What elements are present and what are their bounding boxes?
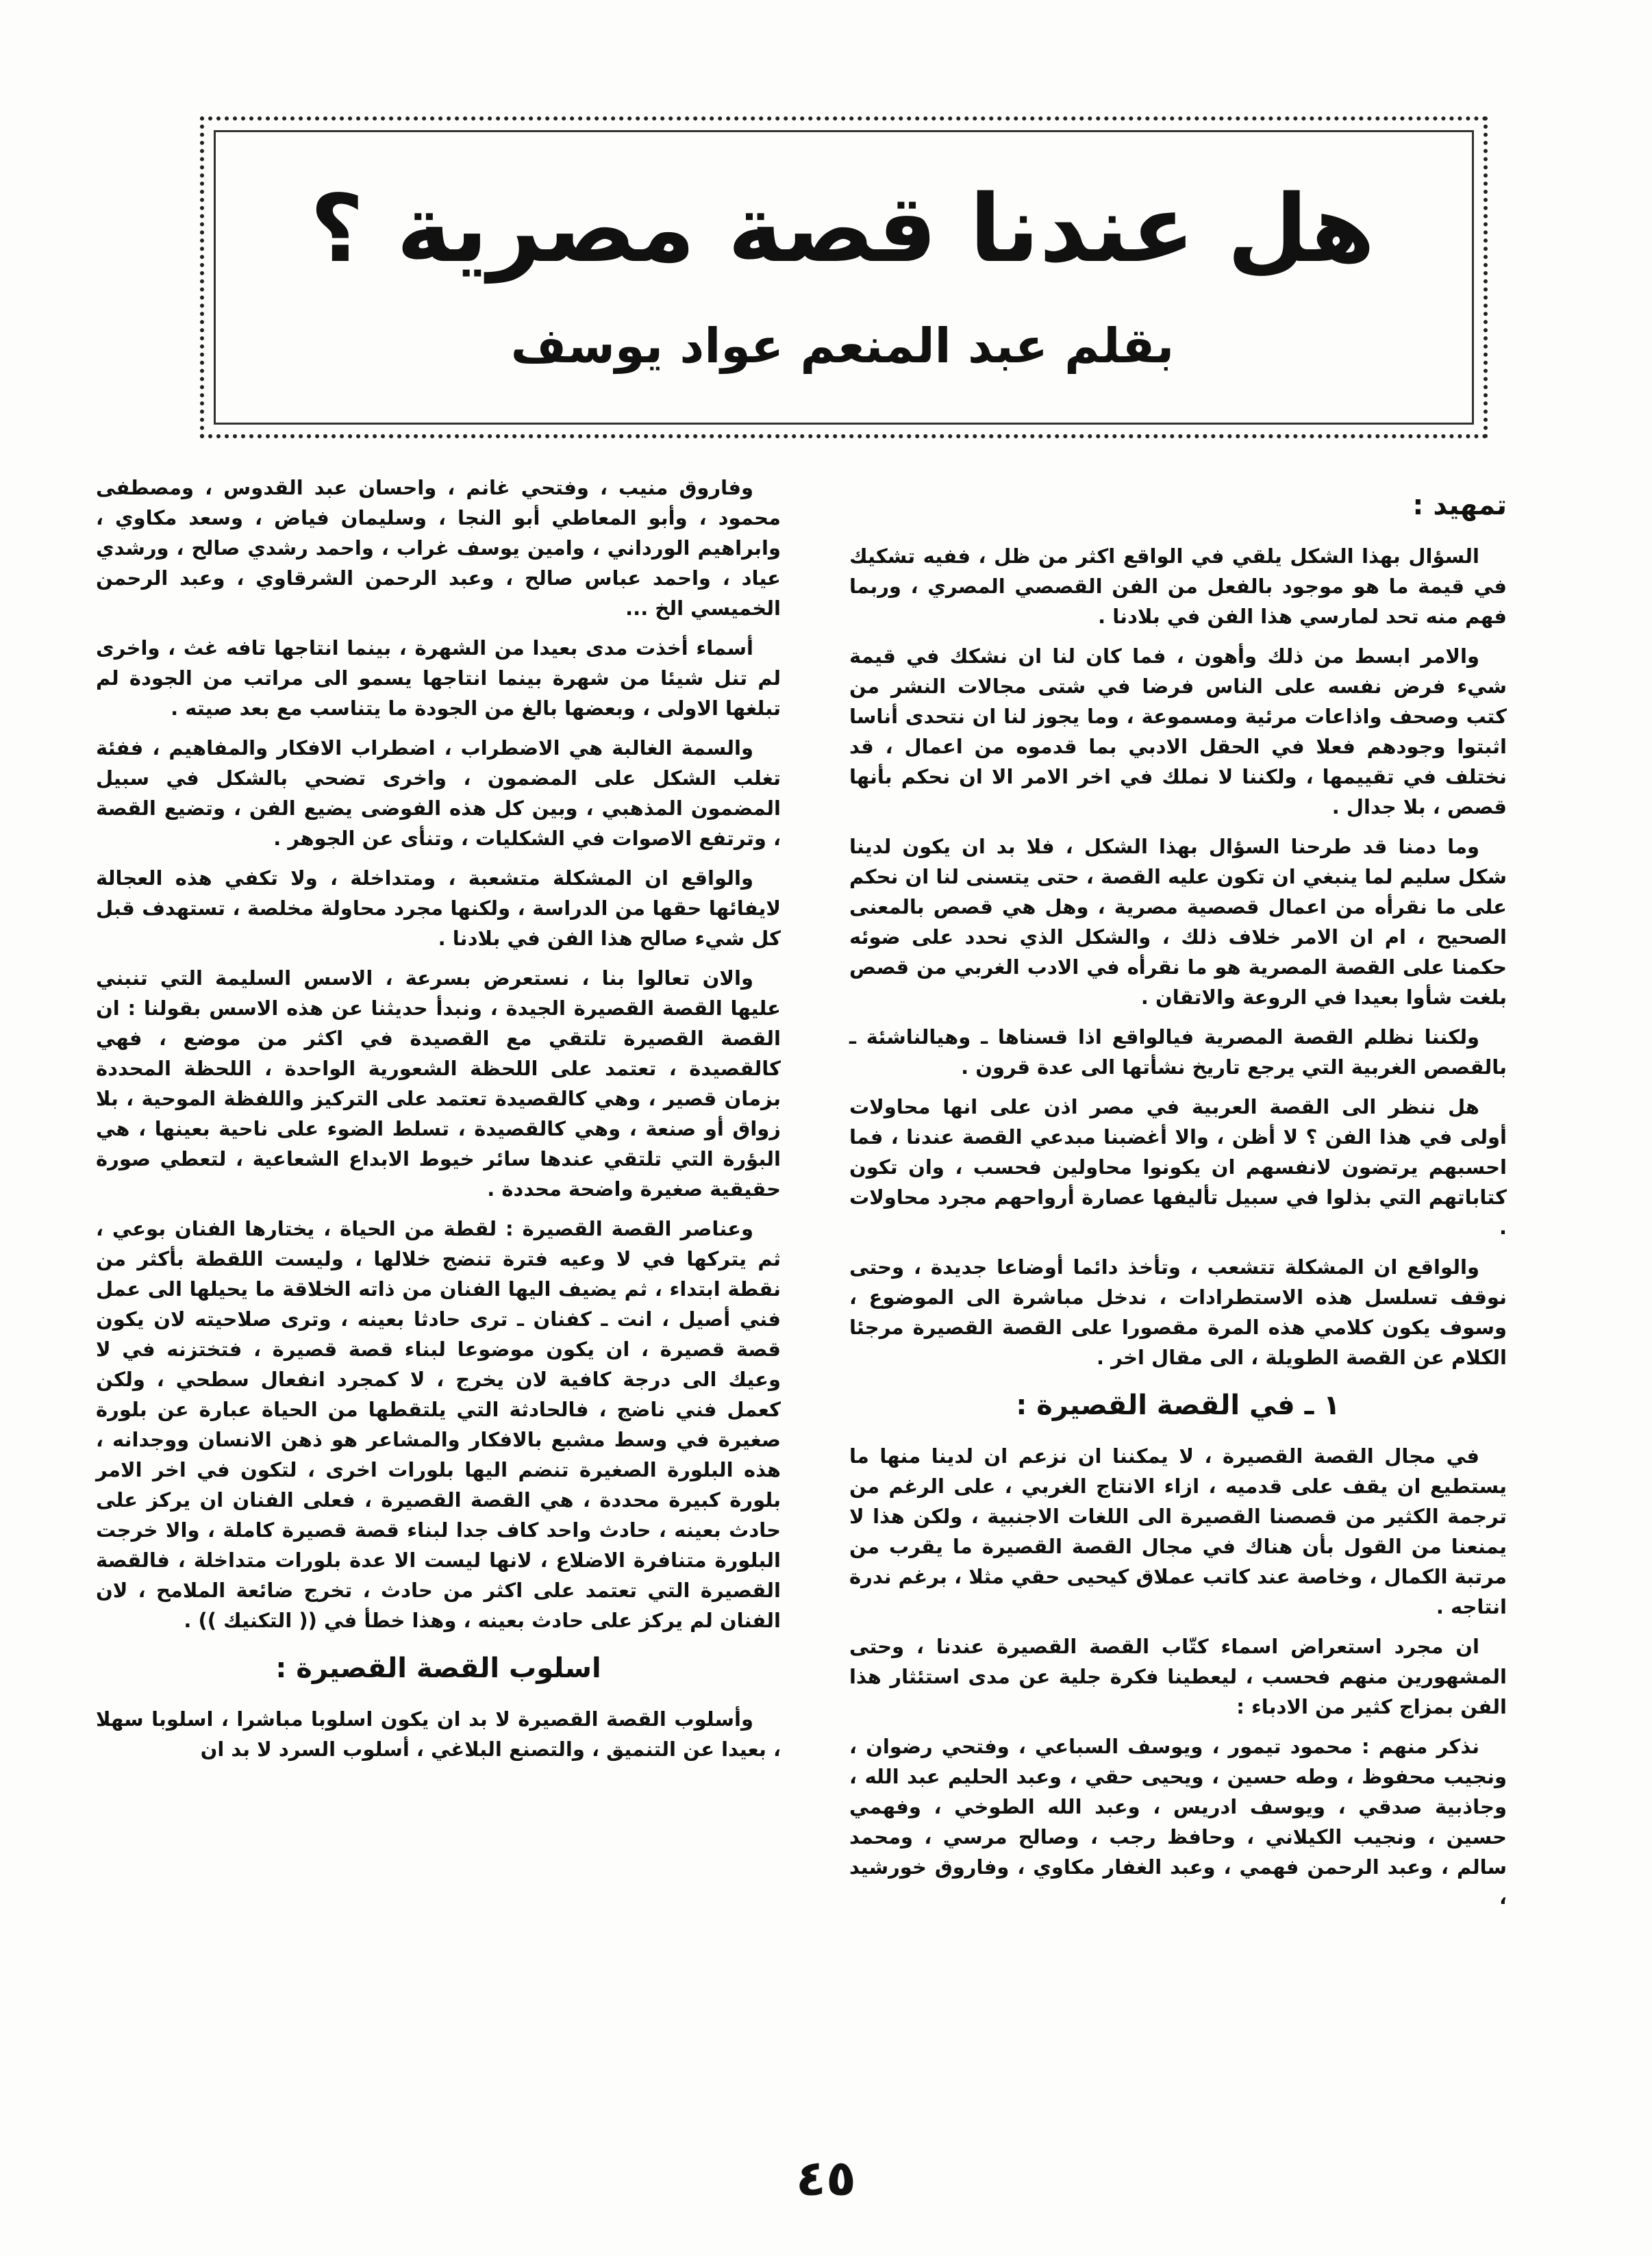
paragraph: والواقع ان المشكلة تتشعب ، وتأخذ دائما أوضاعا جديدة ، وحتى نوقف تسلسل هذه الاستطرادات ، ندخل مباشرة الى الموضوع ، وسوف يكون كلامي هذه المرة مقصورا على القصة القصيرة مرجئا الكلام عن القصة الطويلة ، الى مقال اخر . xyxy=(849,1255,1507,1369)
paragraph: نذكر منهم : محمود تيمور ، ويوسف السباعي ، وفتحي رضوان ، ونجيب محفوظ ، وطه حسين ، ويحيى حقي ، وعبد الحليم عبد الله ، وجاذبية صدقي ، ويوسف ادريس ، وعبد الله الطوخي ، وفهمي حسين ، ونجيب الكيلاني ، وحافظ رجب ، وصالح مرسي ، ومحمد سالم ، وعبد الرحمن فهمي ، وعبد الغفار مكاوي ، وفاروق خورشيد ، xyxy=(849,1735,1507,1909)
page-number: ٤٥ xyxy=(796,2149,856,2207)
paragraph: والواقع ان المشكلة متشعبة ، ومتداخلة ، ولا تكفي هذه العجالة لايفائها حقها من الدراسة ، ولكنها مجرد محاولة مخلصة ، تستهدف قبل كل شيء صالح هذا الفن في بلادنا . xyxy=(96,866,781,950)
paragraph: والان تعالوا بنا ، نستعرض بسرعة ، الاسس السليمة التي تنبني عليها القصة القصيرة الجيدة ، ونبدأ حديثنا عن هذه الاسس بقولنا : ان القصة القصيرة تلتقي مع القصيدة في اكثر من موضع ، فهي كالقصيدة ، تعتمد على اللحظة الشعورية الواحدة ، اللحظة المحددة بزمان قصير ، وهي كالقصيدة تعتمد على التركيز واللفظة الموحية ، بلا زواق أو صنعة ، وهي كالقصيدة ، تسلط الضوء على ناحية بعينها ، هي البؤرة التي تلتقي عندها سائر خيوط الابداع الشعاعية ، لتعطي صورة حقيقية صغيرة واضحة محددة . xyxy=(96,966,781,1201)
author-byline: بقلم عبد المنعم عواد يوسف xyxy=(510,318,1175,374)
paragraph: أسماء أخذت مدى بعيدا من الشهرة ، بينما انتاجها تافه غث ، واخرى لم تنل شيئا من شهرة بينما انتاجها يسمو الى مراتب من الجودة لم تبلغها الاولى ، وبعضها بالغ من الجودة ما يتناسب مع بعد صيته . xyxy=(96,636,781,720)
left-column xyxy=(96,473,781,1774)
article-title: هل عندنا قصة مصرية ؟ xyxy=(310,175,1375,284)
right-column xyxy=(849,473,1507,1922)
paragraph: في مجال القصة القصيرة ، لا يمكننا ان نزعم ان لدينا منها ما يستطيع ان يقف على قدميه ، ازاء الانتاج الغربي ، على الرغم من ترجمة الكثير من قصصنا القصيرة الى اللغات الاجنبية ، ولكن هذا لا يمنعنا من القول بأن هناك في مجال القصة القصيرة ما يقرب من مرتبة الكمال ، وخاصة عند كاتب عملاق كيحيى حقي مثلا ، برغم ندرة انتاجه . xyxy=(849,1444,1507,1618)
paragraph: ان مجرد استعراض اسماء كتّاب القصة القصيرة عندنا ، وحتى المشهورين منهم فحسب ، ليعطينا فكرة جلية عن مدى استئثار هذا الفن بمزاج كثير من الادباء : xyxy=(849,1635,1507,1718)
paragraph: والامر ابسط من ذلك وأهون ، فما كان لنا ان نشكك في قيمة شيء فرض نفسه على الناس فرضا في شتى مجالات النشر من كتب وصحف واذاعات مرئية ومسموعة ، وما يجوز لنا ان نتحدى أناسا اثبتوا وجودهم فعلا في الحقل الادبي بما قدموه من اعمال ، قد نختلف في تقييمها ، ولكننا لا نملك في اخر الامر الا ان نحكم بأنها قصص ، بلا جدال . xyxy=(849,644,1507,818)
paragraph: هل ننظر الى القصة العربية في مصر اذن على انها محاولات أولى في هذا الفن ؟ لا أظن ، والا أغضبنا مبدعي القصة عندنا ، فما احسبهم يرتضون لانفسهم ان يكونوا محاولين فحسب ، وان تكون كتاباتهم التي بذلوا في سبيل تأليفها عصارة أرواحهم مجرد محاولات . xyxy=(849,1095,1507,1239)
paragraph: ولكننا نظلم القصة المصرية فيالواقع اذا قسناها ـ وهيالناشئة ـ بالقصص الغربية التي يرجع تاريخ نشأتها الى عدة قرون . xyxy=(849,1025,1507,1079)
paragraph: وأسلوب القصة القصيرة لا بد ان يكون اسلوبا مباشرا ، اسلوبا سهلا ، بعيدا عن التنميق ، والتصنع البلاغي ، أسلوب السرد لا بد ان xyxy=(96,1707,781,1761)
paragraph: وما دمنا قد طرحنا السؤال بهذا الشكل ، فلا بد ان يكون لدينا شكل سليم لما ينبغي ان تكون عليه القصة ، حتى يتسنى لنا ان نحكم على ما نقرأه من اعمال قصصية مصرية ، وهل هي قصص بالمعنى الصحيح ، ام ان الامر خلاف ذلك ، والشكل الذي نحدد على ضوئه حكمنا على القصة المصرية هو ما نقرأه في الادب الغربي من قصص بلغت شأوا بعيدا في الروعة والاتقان . xyxy=(849,835,1507,1009)
intro-heading: تمهيد : xyxy=(1412,490,1507,521)
paragraph: السؤال بهذا الشكل يلقي في الواقع اكثر من ظل ، ففيه تشكيك في قيمة ما هو موجود بالفعل من الفن القصصي المصري ، وربما فهم منه تحد لمارسي هذا الفن في بلادنا . xyxy=(849,544,1507,628)
paragraph: وفاروق منيب ، وفتحي غانم ، واحسان عبد القدوس ، ومصطفى محمود ، وأبو المعاطي أبو النجا ، وسليمان فياض ، وسعد مكاوي ، وابراهيم الورداني ، وامين يوسف غراب ، واحمد رشدي صالح ، ورشدي عياد ، واحمد عباس صالح ، وعبد الرحمن الشرقاوي ، وعبد الرحمن الخميسي الخ ... xyxy=(96,476,781,620)
style-heading: اسلوب القصة القصيرة : xyxy=(275,1653,601,1684)
paragraph: وعناصر القصة القصيرة : لقطة من الحياة ، يختارها الفنان بوعي ، ثم يتركها في لا وعيه فترة تنضج خلالها ، وليست اللقطة بأكثر من نقطة ابتداء ، ثم يضيف اليها الفنان من ذاته الخلاقة ما يحيلها الى عمل فني أصيل ، انت ـ كفنان ـ ترى حادثا بعينه ، وترى صلاحيته لان يكون قصة قصيرة ، ان يكون موضوعا لبناء قصة قصيرة ، فتختزنه في لا وعيك الى درجة كافية لان يخرج ، لا كمجرد انفعال سطحي ، ولكن كعمل فني ناضج ، فالحادثة التي يلتقطها من الحياة عبارة عن بلورة صغيرة في وسط مشبع بالافكار والمشاعر هو ذهن الانسان ووجدانه ، هذه البلورة الصغيرة تنضم اليها بلورات اخرى ، لتكون في اخر الامر بلورة كبيرة محددة ، هي القصة القصيرة ، فعلى الفنان ان يركز على حادث بعينه ، حادث واحد كاف جدا لبناء قصة قصيرة كاملة ، والا خرجت البلورة متنافرة الاضلاع ، لانها ليست الا عدة بلورات متداخلة ، فالقصة القصيرة التي تعتمد على اكثر من حادث ، تخرج ضائعة الملامح ، لان الفنان لم يركز على حادث بعينه ، وهذا خطأ في (( التكنيك )) . xyxy=(96,1217,781,1632)
paragraph: والسمة الغالبة هي الاضطراب ، اضطراب الافكار والمفاهيم ، ففئة تغلب الشكل على المضمون ، واخرى تضحي بالشكل في سبيل المضمون المذهبي ، وبين كل هذه الفوضى يضيع الفن ، وتضيع القصة ، وترتفع الاصوات في الشكليات ، وتنأى عن الجوهر . xyxy=(96,736,781,850)
section1-heading: ١ ـ في القصة القصيرة : xyxy=(1016,1390,1340,1421)
